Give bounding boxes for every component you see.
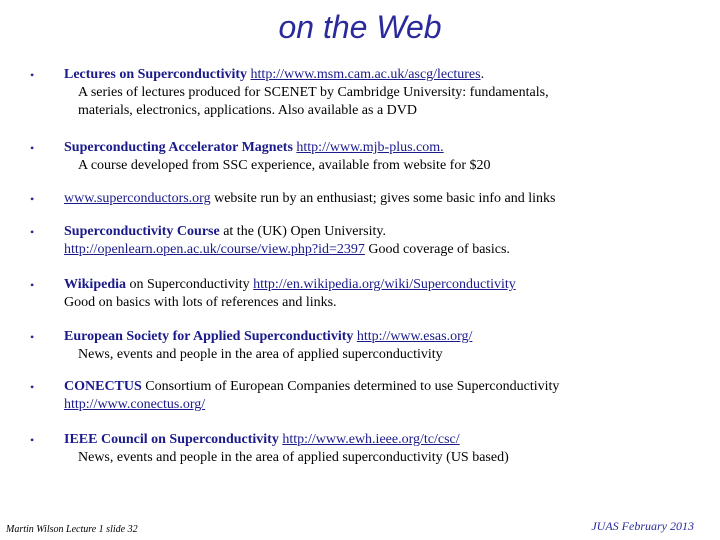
item-link[interactable]: http://openlearn.open.ac.uk/course/view.php?id=2397 <box>64 242 365 257</box>
item-description: A course developed from SSC experience, available from website for $20 <box>78 158 491 173</box>
item-description: Good coverage of basics. <box>364 242 510 257</box>
bullet-icon: • <box>30 380 35 394</box>
resource-item-accelerator-magnets <box>30 139 700 175</box>
bullet-icon: • <box>30 278 35 292</box>
bullet-icon: • <box>30 225 35 239</box>
bullet-icon: • <box>30 141 35 155</box>
bullet-icon: • <box>30 330 35 344</box>
item-link[interactable]: www.superconductors.org <box>64 191 211 206</box>
item-description: Good on basics with lots of references and links. <box>64 295 337 310</box>
resource-item-lectures: • Lectures on Superconductivity http://www.msm.cam.ac.uk/ascg/lectures. A series of lectures produced for SCENET by Cambridge University: fundamentals, materials, electronics, applications. Also available as a DVD <box>30 66 700 120</box>
item-title: Superconductivity Course <box>64 224 220 239</box>
item-title: European Society for Applied Superconductivity <box>64 329 354 344</box>
resource-item-superconductors-org <box>30 190 700 208</box>
bullet-icon: • <box>30 192 35 206</box>
resource-item-ieee-csc <box>30 431 700 467</box>
item-description: News, events and people in the area of applied superconductivity (US based) <box>78 450 509 465</box>
item-description: Consortium of European Companies determined to use Superconductivity <box>141 379 560 394</box>
resource-item-open-university: • Superconductivity Course at the (UK) Open University. http://openlearn.open.ac.uk/course/view.php?id=2397 Good coverage of basics. <box>30 224 510 257</box>
item-title: Superconducting Accelerator Magnets <box>64 140 293 155</box>
item-link[interactable]: http://www.mjb-plus.com. <box>296 140 444 155</box>
item-link[interactable]: http://www.ewh.ieee.org/tc/csc/ <box>282 432 460 447</box>
item-description: A series of lectures produced for SCENET by Cambridge University: fundamentals, <box>78 85 549 100</box>
slide-title: on the Web <box>278 9 442 45</box>
footer-lecture-info: Martin Wilson Lecture 1 slide 32 <box>6 524 138 535</box>
item-title: CONECTUS <box>64 379 142 394</box>
bullet-icon: • <box>30 433 35 447</box>
resource-item-wikipedia: • Wikipedia on Superconductivity http://en.wikipedia.org/wiki/Superconductivity Good on basics with lots of references and links. <box>30 276 700 312</box>
item-description: News, events and people in the area of applied superconductivity <box>78 347 443 362</box>
item-link[interactable]: http://en.wikipedia.org/wiki/Superconductivity <box>253 277 516 292</box>
item-title: Lectures on Superconductivity <box>64 67 248 82</box>
resource-item-esas <box>30 328 700 364</box>
item-description: website run by an enthusiast; gives some basic info and links <box>210 191 556 206</box>
item-link[interactable]: http://www.msm.cam.ac.uk/ascg/lectures <box>250 67 481 82</box>
item-description: materials, electronics, applications. Also available as a DVD <box>78 103 418 118</box>
resource-item-conectus <box>30 378 700 414</box>
item-link[interactable]: http://www.esas.org/ <box>356 329 473 344</box>
item-title: IEEE Council on Superconductivity <box>64 432 279 447</box>
item-link[interactable]: http://www.conectus.org/ <box>64 397 206 412</box>
footer-event-info: JUAS February 2013 <box>591 519 694 533</box>
item-title: Wikipedia <box>64 277 126 292</box>
bullet-icon: • <box>30 68 35 82</box>
